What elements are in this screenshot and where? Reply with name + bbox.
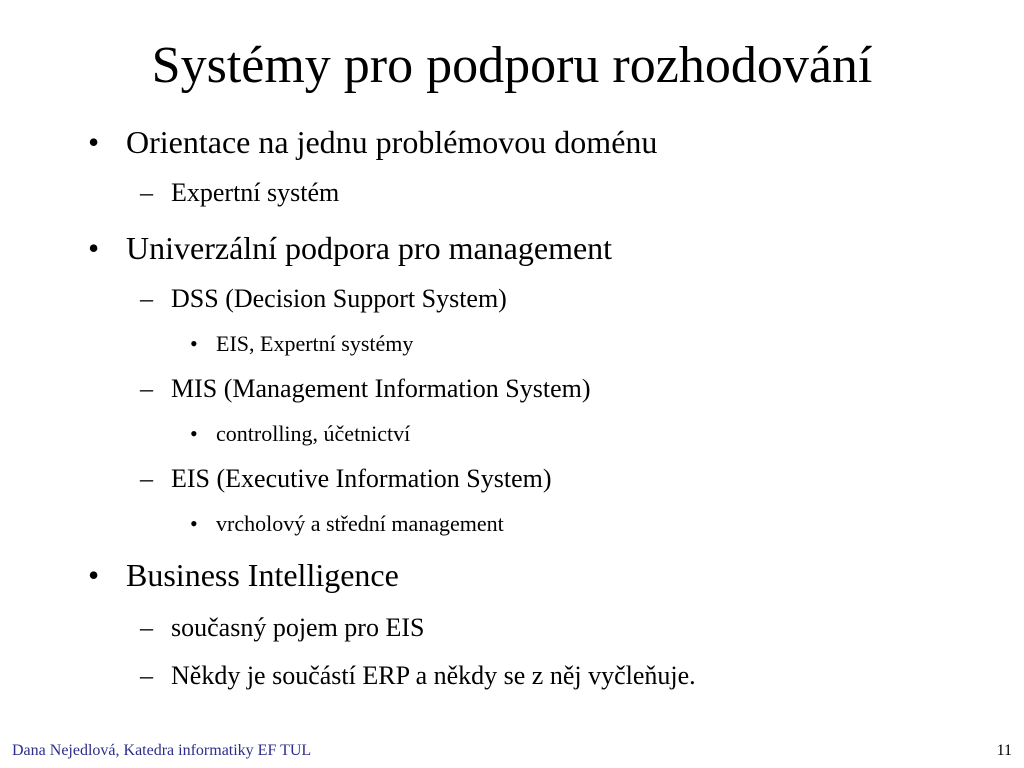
sub-bullet-text: EIS (Executive Information System): [171, 464, 552, 493]
dash-marker: –: [140, 178, 153, 207]
bullet-text: Univerzální podpora pro management: [126, 230, 613, 266]
bullet-marker: •: [88, 124, 100, 160]
sub-sub-bullet-text: controlling, účetnictví: [216, 421, 411, 446]
sub-bullet-text: současný pojem pro EIS: [171, 613, 425, 642]
sub-bullet-text: MIS (Management Information System): [171, 374, 591, 403]
bullet-marker: •: [190, 421, 198, 446]
page-number: 11: [996, 742, 1012, 759]
bullet-marker: •: [190, 331, 198, 356]
bullet-marker: •: [190, 511, 198, 536]
dash-marker: –: [140, 464, 153, 493]
bullet-marker: •: [88, 557, 100, 593]
dash-marker: –: [140, 661, 153, 690]
footer-author: Dana Nejedlová, Katedra informatiky EF TUL: [12, 742, 312, 759]
sub-sub-bullet-text: vrcholový a střední management: [216, 511, 504, 536]
bullet-text: Business Intelligence: [126, 557, 399, 593]
sub-bullet-text: Někdy je součástí ERP a někdy se z něj vyčleňuje.: [171, 661, 696, 690]
bullet-text: Orientace na jednu problémovou doménu: [126, 124, 658, 160]
slide-title: Systémy pro podporu rozhodování: [151, 37, 873, 94]
bullet-marker: •: [88, 230, 100, 266]
dash-marker: –: [140, 284, 153, 313]
dash-marker: –: [140, 374, 153, 403]
dash-marker: –: [140, 613, 153, 642]
sub-bullet-text: DSS (Decision Support System): [171, 284, 507, 313]
sub-bullet-text: Expertní systém: [171, 178, 340, 207]
sub-sub-bullet-text: EIS, Expertní systémy: [216, 331, 414, 356]
